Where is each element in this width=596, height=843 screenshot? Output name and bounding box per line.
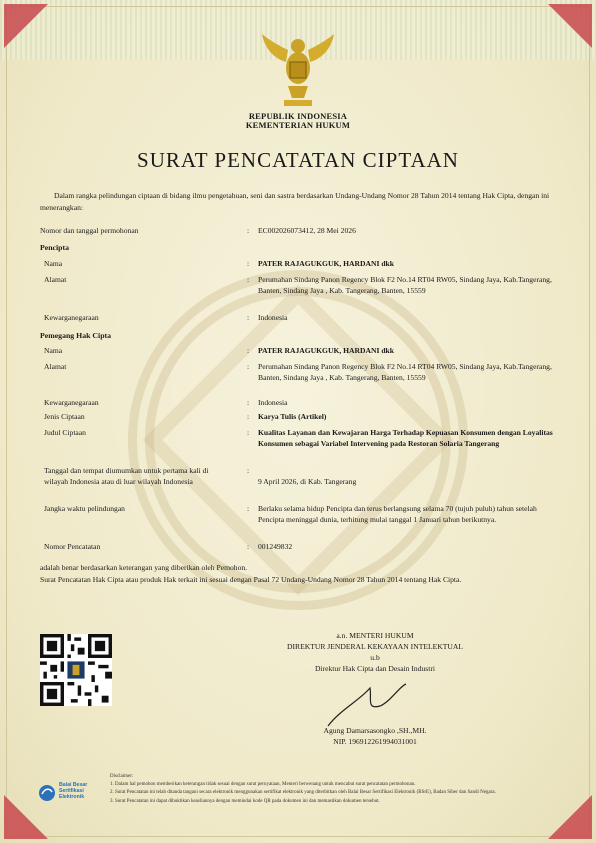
pencipta-citizenship-label: Kewarganegaraan — [44, 313, 99, 322]
country-header: REPUBLIK INDONESIA — [248, 111, 348, 121]
pencipta-name-label: Nama — [44, 259, 63, 268]
pemegang-citizenship-label: Kewarganegaraan — [44, 398, 99, 407]
handwritten-signature — [320, 680, 440, 732]
application-value: EC002026073412, 28 Mei 2026 — [258, 226, 356, 235]
colon: : — [247, 504, 250, 513]
pemegang-citizenship-value: Indonesia — [258, 398, 288, 407]
document-title: SURAT PENCATATAN CIPTAAN — [137, 148, 459, 172]
application-label: Nomor dan tanggal permohonan — [40, 226, 139, 235]
section-pemegang: Pemegang Hak Cipta — [40, 331, 112, 340]
ministry-header: KEMENTERIAN HUKUM — [245, 120, 351, 130]
colon: : — [247, 275, 250, 284]
logo-line2: Sertifikasi — [59, 788, 84, 794]
disclaimer-item: 1. Dalam hal pemohon memberikan keterangan tidak sesuai dengan surat pernyataan, Menteri berwenang untuk mencabut surat pencatatan permohonan. — [110, 782, 416, 788]
record-number-value: 001249832 — [258, 542, 293, 551]
signature-line4: Direktur Hak Cipta dan Desain Industri — [315, 664, 435, 673]
colon: : — [247, 259, 250, 268]
term-label: Jangka waktu pelindungan — [44, 504, 125, 513]
pencipta-name-value: PATER RAJAGUKGUK, HARDANI dkk — [258, 259, 394, 268]
colon: : — [247, 346, 250, 355]
colon: : — [247, 398, 250, 407]
closing-statement: adalah benar berdasarkan keterangan yang diberikan oleh Pemohon. — [40, 563, 248, 572]
colon: : — [247, 226, 250, 235]
work-title-label: Judul Ciptaan — [44, 428, 86, 437]
colon: : — [247, 542, 250, 551]
pencipta-citizenship-value: Indonesia — [258, 313, 288, 322]
logo-line1: Balai Besar — [59, 782, 88, 788]
pemegang-name-value: PATER RAJAGUKGUK, HARDANI dkk — [258, 346, 394, 355]
colon: : — [247, 313, 250, 322]
work-title-value: Kualitas Layanan dan Kewajaran Harga Terhadap Kepuasan Konsumen dengan Loyalitas Konsumen sebagai Variabel Intervening pada Restoran Solaria Tangerang — [258, 428, 553, 448]
colon: : — [247, 466, 250, 475]
colon: : — [247, 362, 250, 371]
signature-line1: a.n. MENTERI HUKUM — [336, 631, 414, 640]
pencipta-address-value: Perumahan Sindang Panon Regency Blok F2 No.14 RT04 RW05, Sindang Jaya, Kab.Tangerang, Banten, Sindang Jaya , Kab. Tangerang, Banten, 15559 — [258, 275, 552, 295]
pemegang-address-label: Alamat — [44, 362, 67, 371]
pemegang-address-value: Perumahan Sindang Panon Regency Blok F2 No.14 RT04 RW05, Sindang Jaya, Kab.Tangerang, Banten, Sindang Jaya , Kab. Tangerang, Banten, 15559 — [258, 362, 552, 382]
disclaimer-heading: Disclaimer: — [110, 774, 134, 779]
section-pencipta: Pencipta — [40, 243, 70, 252]
pemegang-name-label: Nama — [44, 346, 63, 355]
signature-line3: u.b — [370, 653, 380, 662]
signature-line2: DIREKTUR JENDERAL KEKAYAAN INTELEKTUAL — [287, 642, 463, 651]
disclaimer — [110, 773, 560, 806]
legal-basis: Surat Pencatatan Hak Cipta atau produk Hak terkait ini sesuai dengan Pasal 72 Undang-Undang Nomor 28 Tahun 2014 tentang Hak Cipta. — [40, 575, 462, 584]
bsre-logo — [38, 782, 108, 806]
record-number-label: Nomor Pencatatan — [44, 542, 101, 551]
garuda-emblem-icon — [258, 28, 338, 110]
logo-line3: Elektronik — [59, 794, 85, 800]
work-type-value: Karya Tulis (Artikel) — [258, 412, 327, 421]
signatory-nip: NIP. 196912261994031001 — [333, 737, 417, 746]
publish-value: 9 April 2026, di Kab. Tangerang — [258, 477, 357, 486]
pencipta-address-label: Alamat — [44, 275, 67, 284]
colon: : — [247, 412, 250, 421]
colon: : — [247, 428, 250, 437]
term-value: Berlaku selama hidup Pencipta dan terus berlangsung selama 70 (tujuh puluh) tahun setelah Pencipta meninggal dunia, terhitung mulai tanggal 1 Januari tahun berikutnya. — [258, 504, 537, 524]
signatory-name: Agung Damarsasongko ,SH.,MH. — [323, 726, 427, 735]
publish-label: Tanggal dan tempat diumumkan untuk pertama kali di wilayah Indonesia atau di luar wilayah Indonesia — [44, 466, 209, 486]
disclaimer-item: 3. Surat Pencatatan ini dapat dibuktikan keasliannya dengan memindai kode QR pada dokumen ini dan memastikan dokumen tersebut. — [110, 798, 380, 804]
qr-code-icon[interactable] — [40, 634, 112, 706]
work-type-label: Jenis Ciptaan — [44, 412, 85, 421]
disclaimer-item: 2. Surat Pencatatan ini telah ditanda tangani secara elektronik menggunakan sertifikat elektronik yang diterbitkan oleh Balai Besar Sertifikasi Elektronik (BSrE), Badan Siber dan Sandi Negara. — [110, 790, 496, 796]
bsre-logo-icon — [38, 784, 56, 802]
intro-paragraph: Dalam rangka pelindungan ciptaan di bidang ilmu pengetahuan, seni dan sastra berdasarkan Undang-Undang Nomor 28 Tahun 2014 tentang Hak Cipta, dengan ini menerangkan: — [40, 191, 550, 212]
